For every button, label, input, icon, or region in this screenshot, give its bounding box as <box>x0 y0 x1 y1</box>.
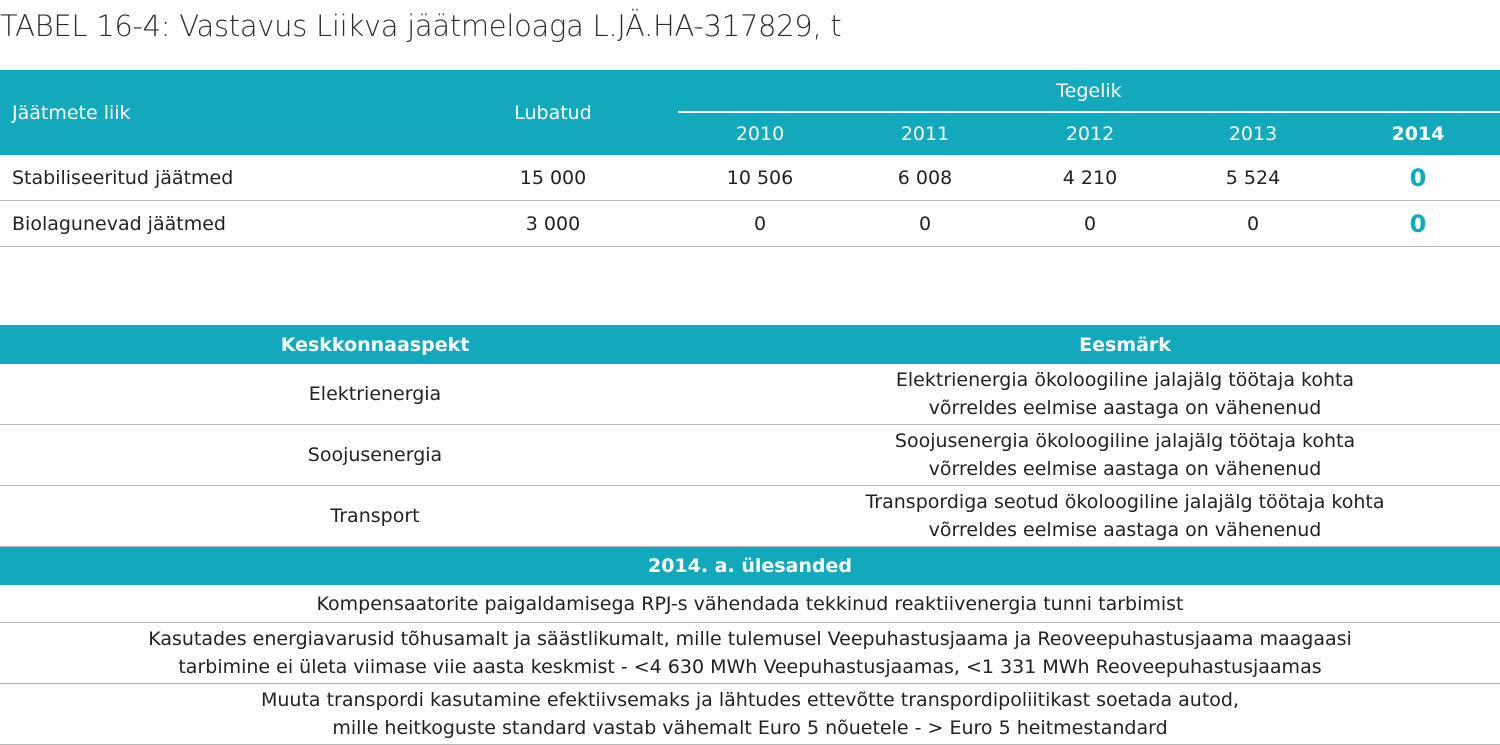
row-aspect: Transport <box>330 505 420 527</box>
table-row <box>0 155 1500 201</box>
header-waste-type: Jäätmete liik <box>12 101 131 124</box>
header-actual: Tegelik <box>1056 80 1122 102</box>
row-goal: Transpordiga seotud ökoloogiline jalajälg töötaja kohta võrreldes eelmise aastaga on vähenenud <box>865 491 1385 541</box>
table-title: TABEL 16-4: Vastavus Liikva jäätmeloaga L.JÄ.HA-317829, t <box>0 9 842 43</box>
header-year-2010: 2010 <box>735 123 785 145</box>
row-value-2014: 0 <box>1409 209 1427 238</box>
header-allowed: Lubatud <box>514 101 592 124</box>
table-row <box>0 201 1500 247</box>
row-value-2012: 0 <box>1083 212 1097 235</box>
row-goal: Elektrienergia ökoloogiline jalajälg töötaja kohta võrreldes eelmise aastaga on vähenenud <box>895 369 1355 419</box>
environmental-aspects-table <box>0 325 1500 745</box>
row-value-2014: 0 <box>1409 163 1427 192</box>
row-aspect: Elektrienergia <box>308 383 442 405</box>
task-item: Kompensaatorite paigaldamisega RPJ-s vähendada tekkinud reaktiivenergia tunni tarbimist <box>0 585 1500 623</box>
row-goal: Soojusenergia ökoloogiline jalajälg töötaja kohta võrreldes eelmise aastaga on vähenenud <box>894 430 1356 480</box>
task-item: Muuta transpordi kasutamine efektiivsemaks ja lähtudes ettevõtte transpordipoliitikast soetada autod, mille heitkoguste standard vastab vähemalt Euro 5 nõuetele - > Euro 5 heitmestandard <box>0 684 1500 745</box>
header-aspect: Keskkonnaaspekt <box>280 333 470 356</box>
row-value-2011: 6 008 <box>897 166 953 189</box>
table-row <box>0 486 1500 547</box>
row-waste-type: Stabiliseeritud jäätmed <box>12 166 234 189</box>
tasks-header: 2014. a. ülesanded <box>0 547 1500 585</box>
row-allowed: 15 000 <box>519 166 587 189</box>
aspects-header <box>0 325 1500 364</box>
row-value-2013: 0 <box>1246 212 1260 235</box>
task-item: Kasutades energiavarusid tõhusamalt ja säästlikumalt, mille tulemusel Veepuhastusjaama ja Reoveepuhastusjaama maagaasi tarbimine ei ületa viimase viie aasta keskmist - <4 630 MWh Veepuhastusjaamas, <1 331 MWh Reoveepuhastusjaamas <box>0 623 1500 684</box>
table-row <box>0 425 1500 486</box>
header-year-2011: 2011 <box>900 123 950 145</box>
row-value-2010: 10 506 <box>726 166 794 189</box>
row-value-2011: 0 <box>918 212 932 235</box>
waste-table-header <box>0 70 1500 155</box>
header-year-2013: 2013 <box>1228 123 1278 145</box>
waste-permit-table <box>0 70 1500 247</box>
row-value-2010: 0 <box>753 212 767 235</box>
table-row <box>0 364 1500 425</box>
row-aspect: Soojusenergia <box>307 444 443 466</box>
row-value-2013: 5 524 <box>1225 166 1281 189</box>
row-allowed: 3 000 <box>525 212 581 235</box>
header-year-2014: 2014 <box>1391 123 1445 145</box>
header-year-2012: 2012 <box>1065 123 1115 145</box>
row-waste-type: Biolagunevad jäätmed <box>12 212 226 235</box>
row-value-2012: 4 210 <box>1062 166 1118 189</box>
header-goal: Eesmärk <box>1079 333 1171 356</box>
